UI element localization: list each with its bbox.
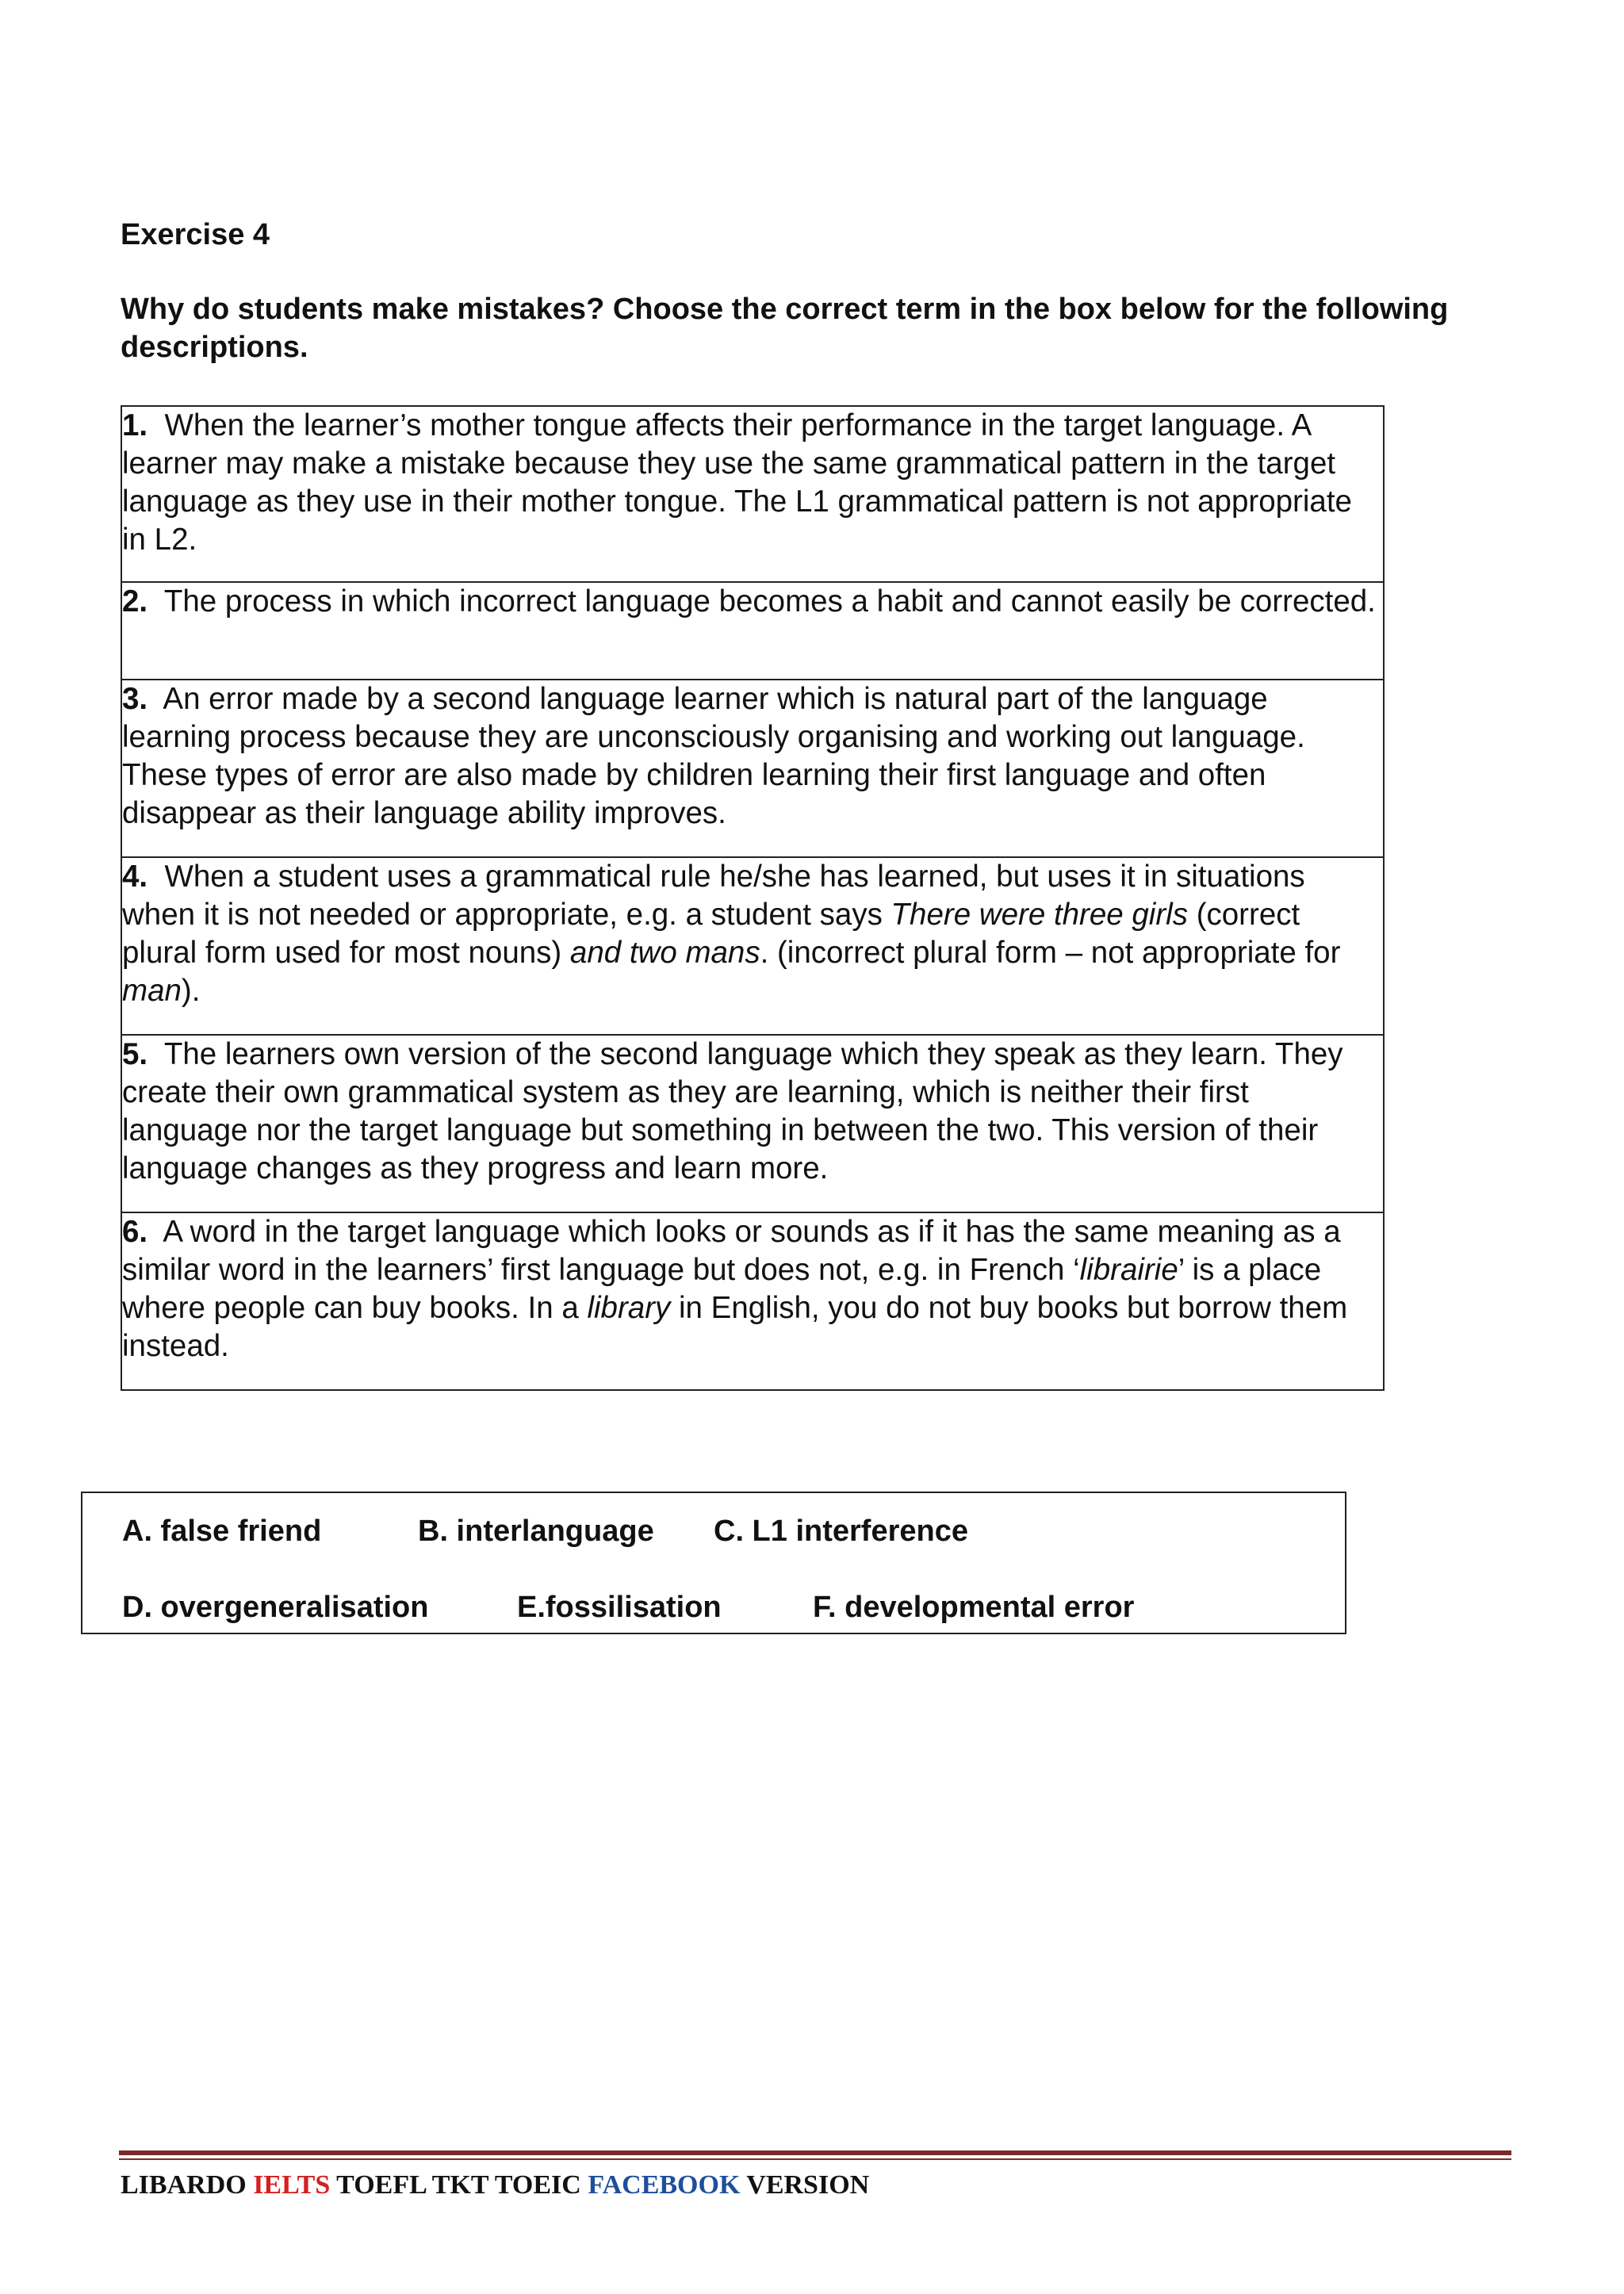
- footer-rule-thin: [119, 2158, 1511, 2160]
- footer-author: LIBARDO: [121, 2170, 254, 2200]
- description-number: 3.: [122, 682, 148, 716]
- descriptions-table: [121, 405, 1385, 1391]
- description-row: [121, 680, 1384, 857]
- description-number: 2.: [122, 584, 148, 618]
- description-row: [121, 1212, 1384, 1390]
- description-number: 4.: [122, 860, 148, 894]
- option-d: D. overgeneralisation: [122, 1591, 429, 1624]
- description-text: The process in which incorrect language becomes a habit and cannot easily be corrected.: [163, 584, 1376, 618]
- description-text: When a student uses a grammatical rule he/she has learned, but uses it in situations when it is not needed or appropriate, e.g. a student says There were three girls (correct plural form used for most nouns) and two mans. (incorrect plural form – not appropriate for man).: [122, 860, 1341, 1008]
- description-cell: [121, 680, 1384, 857]
- option-b: B. interlanguage: [418, 1515, 654, 1548]
- description-cell: [121, 1212, 1384, 1390]
- description-text: The learners own version of the second language which they speak as they learn. They create their own grammatical system as they are learning, which is neither their first language nor the target language but something in between the two. This version of their language changes as they progress and learn more.: [122, 1037, 1343, 1185]
- option-a: A. false friend: [122, 1515, 322, 1548]
- footer-version: VERSION: [740, 2170, 870, 2200]
- footer-ielts: IELTS: [253, 2170, 331, 2200]
- footer-text: [121, 2168, 869, 2203]
- footer-facebook: FACEBOOK: [588, 2170, 741, 2200]
- option-e: E.fossilisation: [517, 1591, 722, 1624]
- description-cell: [121, 582, 1384, 680]
- footer-exams: TOEFL TKT TOEIC: [330, 2170, 588, 2200]
- description-row: [121, 857, 1384, 1035]
- description-text: An error made by a second language learner which is natural part of the language learning process because they are unconsciously organising and working out language. These types of error are also made by children learning their first language and often disappear as their language ability improves.: [122, 682, 1305, 830]
- description-text: When the learner’s mother tongue affects their performance in the target language. A learner may make a mistake because they use the same grammatical pattern in the target language as they use in their mother tongue. The L1 grammatical pattern is not appropriate in L2.: [122, 408, 1352, 557]
- description-cell: [121, 1035, 1384, 1212]
- description-number: 1.: [122, 408, 148, 442]
- option-f: F. developmental error: [813, 1591, 1135, 1624]
- option-c: C. L1 interference: [714, 1515, 968, 1548]
- description-number: 5.: [122, 1037, 148, 1071]
- footer-rule: [119, 2150, 1511, 2155]
- description-number: 6.: [122, 1215, 148, 1249]
- exercise-title: Exercise 4: [121, 218, 270, 251]
- description-cell: [121, 406, 1384, 582]
- description-row: [121, 582, 1384, 680]
- description-cell: [121, 857, 1384, 1035]
- description-text: A word in the target language which looks or sounds as if it has the same meaning as a similar word in the learners’ first language but does not, e.g. in French ‘librairie’ is a place where people can buy books. In a library in English, you do not buy books but borrow them instead.: [122, 1215, 1348, 1363]
- description-row: [121, 406, 1384, 582]
- description-row: [121, 1035, 1384, 1212]
- answer-options-box: [81, 1492, 1346, 1634]
- exercise-instruction: Why do students make mistakes? Choose the correct term in the box below for the following descriptions.: [121, 293, 1449, 364]
